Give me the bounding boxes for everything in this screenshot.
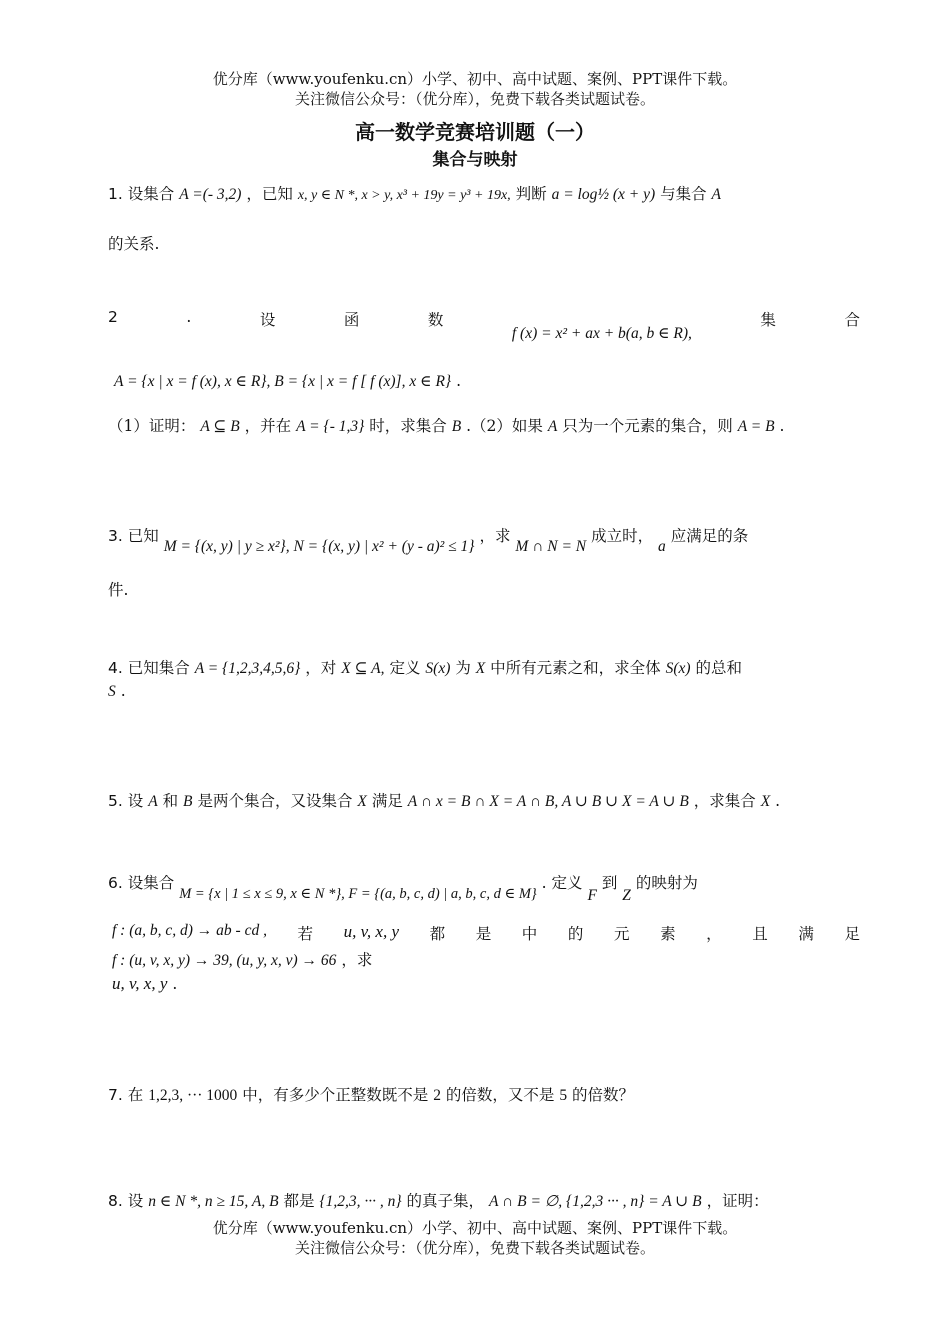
- q5-math-3: X: [357, 793, 367, 810]
- q5-math-5: X: [760, 793, 771, 810]
- q4-number: 4.: [108, 659, 123, 677]
- q2-part-1: （1）证明：: [108, 417, 196, 435]
- q6-math-3: Z: [622, 887, 631, 904]
- q5-text-5: ，求集合: [693, 792, 756, 810]
- q6-math-1: M = {x | 1 ≤ x ≤ 9, x ∈ N *}, F = {(a, b, c, d) | a, b, c, d ∈ M}: [179, 886, 537, 902]
- q2-word-2: 函: [343, 311, 360, 329]
- q7-number: 7.: [108, 1086, 123, 1104]
- q8-math-1: n ∈ N *, n ≥ 15, A, B: [148, 1193, 279, 1210]
- page-title: 高一数学竞赛培训题（一）: [355, 120, 595, 144]
- q4-math-4: X: [475, 660, 486, 677]
- q3-math-2: M ∩ N = N: [515, 538, 587, 555]
- question-3-line-1: [108, 524, 749, 555]
- q6-math-5: u, v, x, y: [343, 922, 400, 941]
- question-1-line-2: 的关系.: [108, 235, 160, 253]
- question-2-line-2: [114, 372, 461, 391]
- q3-math-1: M = {(x, y) | y ≥ x²}, N = {(x, y) | x² + (y - a)² ≤ 1}: [163, 538, 475, 555]
- q1-number: 1.: [108, 185, 123, 203]
- q2-number: 2: [108, 308, 118, 326]
- q2-word-5: 合: [844, 311, 860, 329]
- q1-text-1: 设集合: [127, 185, 175, 203]
- q5-text-2: 和: [162, 792, 179, 810]
- q6-word-8: ，: [706, 925, 722, 943]
- question-2-line-3: [108, 414, 784, 436]
- q6-text-6: .: [172, 975, 178, 993]
- q3-text-4: 应满足的条: [670, 527, 749, 545]
- q1-math-1: A =(- 3,2): [179, 186, 242, 203]
- q3-text-1: 已知: [127, 527, 159, 545]
- question-6-line-2: [112, 922, 860, 944]
- q2-part-6: .: [779, 417, 785, 435]
- q2-part-2: ，并在: [244, 417, 292, 435]
- q3-text-3: 成立时，: [591, 527, 654, 545]
- q6-word-9: 且: [752, 925, 768, 943]
- q4-text-3: 定义: [389, 659, 421, 677]
- q6-word-11: 足: [844, 925, 860, 943]
- q4-math-3: S(x): [425, 660, 451, 677]
- q1-text-3: 判断: [515, 185, 547, 203]
- q6-text-1: 设集合: [127, 874, 175, 892]
- q6-text-3: 到: [601, 874, 618, 892]
- footer-line-1: 优分库（www.youfenku.cn）小学、初中、高中试题、案例、PPT课件下载。: [212, 1219, 738, 1237]
- q7-math-3: 5: [559, 1087, 568, 1104]
- q6-word-5: 的: [567, 925, 584, 943]
- header-line-1: 优分库（www.youfenku.cn）小学、初中、高中试题、案例、PPT课件下载。: [212, 70, 738, 88]
- question-5-line-1: [108, 789, 780, 811]
- q5-text-4: 满足: [371, 792, 403, 810]
- q7-math-2: 2: [433, 1087, 441, 1104]
- q6-word-6: 元: [613, 925, 630, 943]
- q8-number: 8.: [108, 1192, 123, 1210]
- question-4-line-2: [108, 682, 126, 701]
- q1-math-2: x, y ∈ N *, x > y, x³ + 19y = y³ + 19x,: [297, 188, 511, 203]
- q2-part-5: 只为一个元素的集合，则: [562, 417, 733, 435]
- q7-math-1: 1,2,3, ··· 1000: [148, 1087, 238, 1104]
- q8-text-3: 的真子集，: [406, 1192, 485, 1210]
- q2-word-1: 设: [259, 311, 276, 329]
- q4-math-5: S(x): [665, 660, 691, 677]
- q5-math-1: A: [148, 793, 158, 810]
- q8-text-1: 设: [127, 1192, 144, 1210]
- q5-number: 5.: [108, 792, 123, 810]
- q1-text-2: ，已知: [246, 185, 293, 203]
- q1-math-3: a = log½ (x + y): [551, 186, 656, 203]
- q5-math-2: B: [183, 793, 193, 810]
- question-8-line-1: [108, 1189, 769, 1211]
- q8-math-2: {1,2,3, ··· , n}: [319, 1193, 402, 1210]
- q6-word-1: 若: [297, 925, 314, 943]
- q2-math-4: A = {- 1,3}: [296, 418, 365, 435]
- q3-math-3: a: [658, 538, 666, 555]
- question-4-line-1: [108, 656, 742, 678]
- q4-text-5: 中所有元素之和，求全体: [490, 659, 661, 677]
- q7-text-1: 在: [127, 1086, 144, 1104]
- q6-math-2: F: [587, 887, 597, 904]
- q2-math-6: A: [547, 418, 558, 435]
- q4-text-7: .: [120, 682, 126, 700]
- q4-text-6: 的总和: [695, 659, 743, 677]
- q2-math-5: B: [451, 418, 462, 435]
- q8-text-4: ，证明：: [706, 1192, 769, 1210]
- q3-number: 3.: [108, 527, 123, 545]
- q1-text-4: 与集合: [660, 185, 707, 203]
- q2-dot: .: [186, 308, 192, 326]
- q2-math-7: A = B: [737, 418, 775, 435]
- q7-text-4: 的倍数？: [572, 1086, 635, 1104]
- q5-text-3: 是两个集合，又设集合: [197, 792, 353, 810]
- q6-text-2: . 定义: [541, 874, 583, 892]
- q1-math-4: A: [711, 186, 721, 203]
- question-7-line-1: [108, 1083, 634, 1105]
- q2-part-4: .（2）如果: [466, 417, 543, 435]
- q6-number: 6.: [108, 874, 123, 892]
- q8-math-3: A ∩ B = ∅, {1,2,3 ··· , n} = A ∪ B: [488, 1193, 702, 1210]
- q7-text-2: 中，有多少个正整数既不是: [242, 1086, 429, 1104]
- question-2-line-1: [108, 308, 860, 342]
- q4-math-1: A = {1,2,3,4,5,6}: [194, 660, 301, 677]
- q2-word-3: 数: [427, 311, 444, 329]
- q4-math-6: S: [108, 683, 116, 700]
- q6-text-4: 的映射为: [635, 874, 698, 892]
- q4-math-2: X ⊆ A,: [341, 660, 385, 677]
- question-6-line-4: [112, 974, 177, 994]
- question-6-line-3: [112, 948, 372, 970]
- footer-line-2: 关注微信公众号：（优分库），免费下载各类试题试卷。: [294, 1239, 655, 1257]
- q2-math-2: A = {x | x = f (x), x ∈ R}, B = {x | x = f [ f (x)], x ∈ R}: [114, 373, 452, 390]
- question-6-line-1: [108, 871, 698, 904]
- q2-end: .: [456, 372, 461, 390]
- header-line-2: 关注微信公众号：（优分库），免费下载各类试题试卷。: [294, 90, 655, 108]
- question-3-line-2: 件.: [108, 581, 129, 599]
- q6-word-7: 素: [660, 925, 676, 943]
- q6-math-7: u, v, x, y: [112, 974, 168, 993]
- q2-math-1: f (x) = x² + ax + b(a, b ∈ R),: [511, 325, 692, 342]
- q6-word-3: 是: [475, 925, 492, 943]
- q4-text-2: ，对: [305, 659, 337, 677]
- q5-math-4: A ∩ x = B ∩ X = A ∩ B, A ∪ B ∪ X = A ∪ B: [407, 793, 689, 810]
- q4-text-4: 为: [455, 659, 471, 677]
- q8-text-2: 都是: [283, 1192, 315, 1210]
- question-1-line-1: [108, 182, 721, 204]
- q2-word-4: 集: [760, 311, 776, 329]
- q6-word-10: 满: [798, 925, 814, 943]
- q3-text-2: ，求: [479, 527, 511, 545]
- q6-text-5: ，求: [341, 951, 373, 969]
- q2-math-3: A ⊆ B: [200, 418, 240, 435]
- q5-text-6: .: [775, 792, 781, 810]
- q2-part-3: 时，求集合: [369, 417, 447, 435]
- q6-word-4: 中: [521, 925, 538, 943]
- page-subtitle: 集合与映射: [432, 150, 518, 170]
- q6-math-4: f : (a, b, c, d) → ab - cd ,: [112, 922, 267, 939]
- q6-math-6: f : (u, v, x, y) → 39, (u, y, x, v) → 66: [112, 952, 337, 969]
- q6-word-2: 都: [429, 925, 446, 943]
- q4-text-1: 已知集合: [127, 659, 190, 677]
- q5-text-1: 设: [127, 792, 144, 810]
- q7-text-3: 的倍数，又不是: [445, 1086, 555, 1104]
